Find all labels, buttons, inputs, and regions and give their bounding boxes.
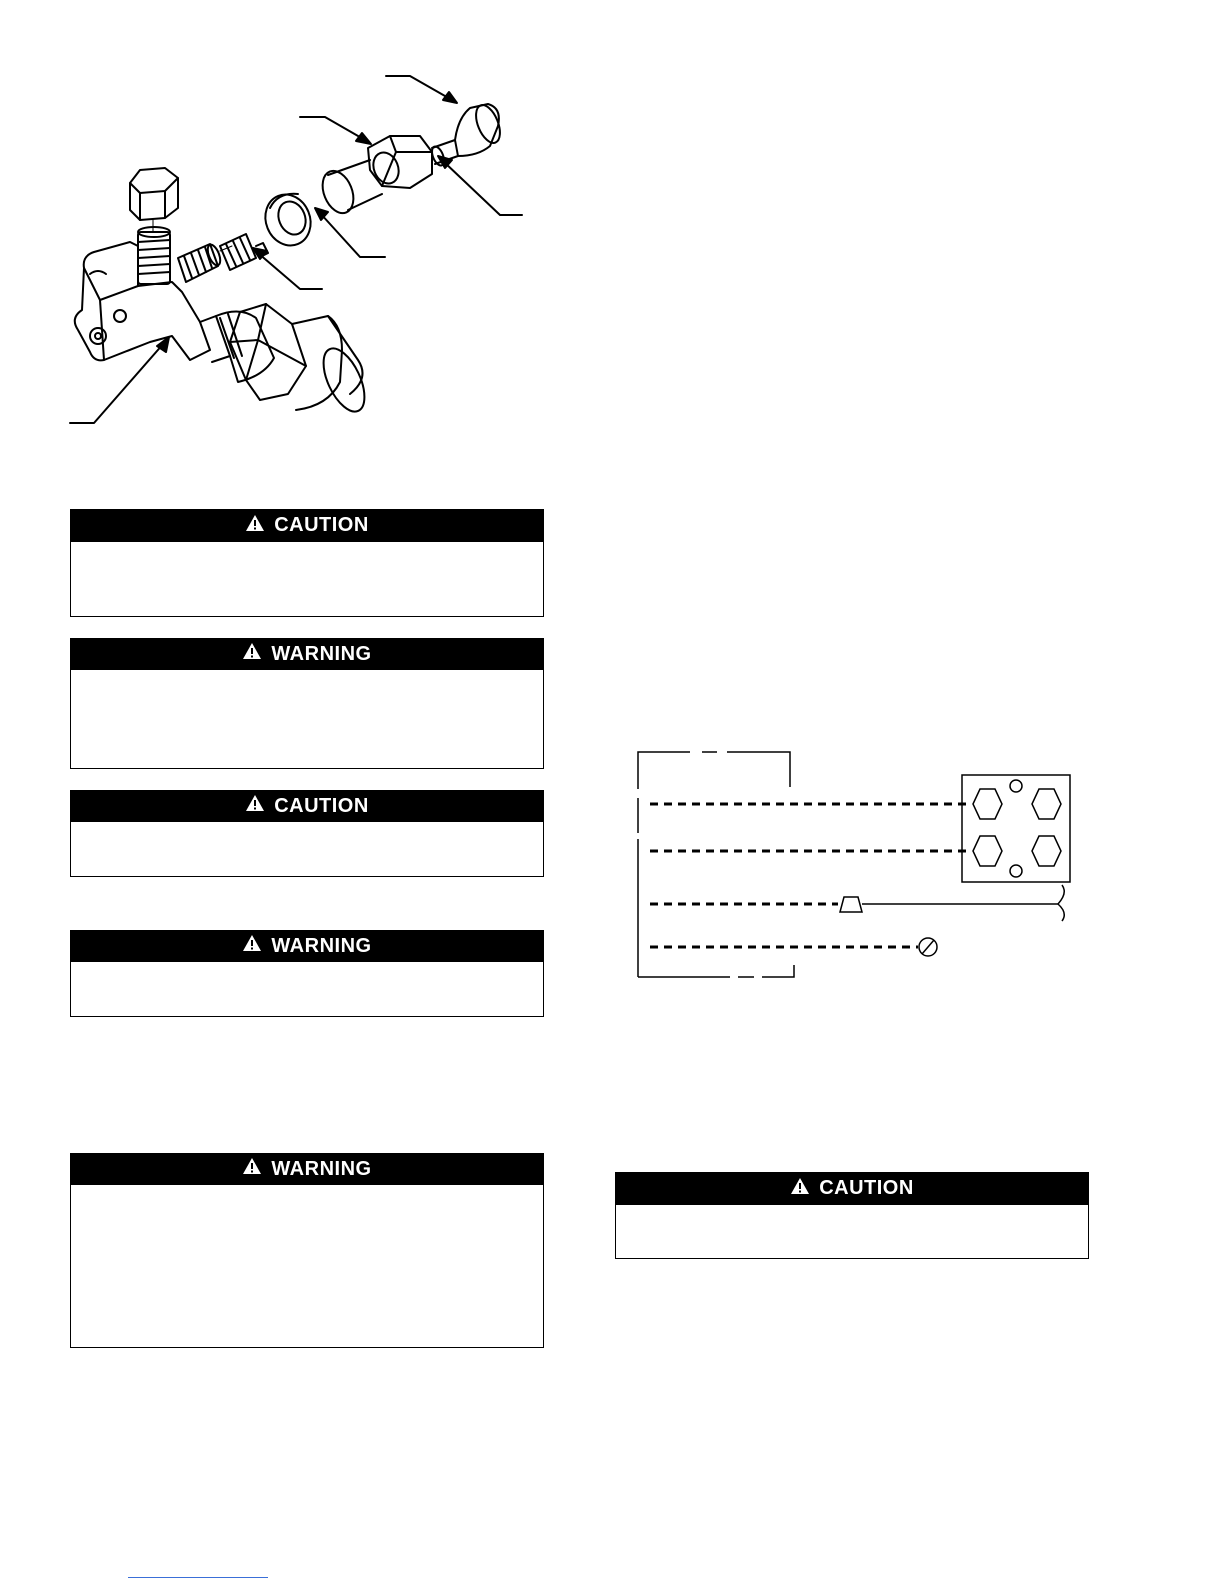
warning-triangle-icon: [242, 1157, 262, 1181]
callout-arrow-flare-nut: [300, 117, 371, 144]
callout-arrow-top: [386, 76, 457, 103]
flare-seal: [258, 188, 318, 253]
caution-body: [70, 822, 544, 877]
warning-label: WARNING: [271, 642, 372, 665]
callout-arrow-core: [253, 248, 322, 289]
terminal-block: [962, 775, 1070, 882]
side-port: [178, 243, 223, 282]
callout-arrow-seal: [315, 208, 385, 257]
warning-header: [70, 638, 544, 670]
callout-arrow-valve-body: [70, 337, 169, 423]
flare-nut: [368, 136, 432, 188]
terminal-hex-1: [973, 789, 1002, 819]
warning-notice-1: [70, 638, 544, 769]
warning-triangle-icon: [245, 514, 265, 538]
caution-notice-3: [615, 1172, 1089, 1259]
warning-label: WARNING: [271, 934, 372, 957]
caution-body: [615, 1205, 1089, 1259]
callout-arrow-tube: [438, 156, 522, 215]
wiring-schematic: [630, 745, 1080, 985]
warning-body: [70, 962, 544, 1017]
caution-label: CAUTION: [819, 1177, 914, 1199]
valve-body: [75, 242, 210, 360]
terminal-hex-4: [1032, 836, 1061, 866]
control-bracket-outline: [638, 752, 794, 977]
warning-notice-3: [70, 1153, 544, 1348]
warning-triangle-icon: [242, 934, 262, 958]
terminal-hex-2: [1032, 789, 1061, 819]
caution-body: [70, 542, 544, 617]
warning-triangle-icon: [242, 642, 262, 666]
sensor-connector: [840, 885, 1064, 921]
cap-nut: [130, 168, 178, 220]
warning-triangle-icon: [245, 794, 265, 818]
warning-header: [70, 1153, 544, 1185]
caution-notice-1: [70, 509, 544, 617]
caution-header: [70, 790, 544, 822]
warning-body: [70, 670, 544, 769]
screw-terminal-icon: [919, 938, 937, 956]
warning-label: WARNING: [271, 1157, 372, 1180]
footer-link-underline: [128, 1577, 268, 1578]
caution-notice-2: [70, 790, 544, 877]
warning-notice-2: [70, 930, 544, 1017]
terminal-hex-3: [973, 836, 1002, 866]
caution-header: [615, 1172, 1089, 1205]
access-port: [138, 227, 170, 284]
caution-label: CAUTION: [274, 514, 369, 536]
dashed-wires: [650, 804, 970, 947]
caution-header: [70, 509, 544, 542]
caution-label: CAUTION: [274, 794, 369, 817]
flare-tube-end: [317, 160, 382, 218]
warning-header: [70, 930, 544, 962]
service-valve-exploded-illustration: [60, 60, 540, 440]
warning-body: [70, 1185, 544, 1348]
warning-triangle-icon: [790, 1177, 810, 1201]
outlet-fitting: [200, 304, 373, 418]
